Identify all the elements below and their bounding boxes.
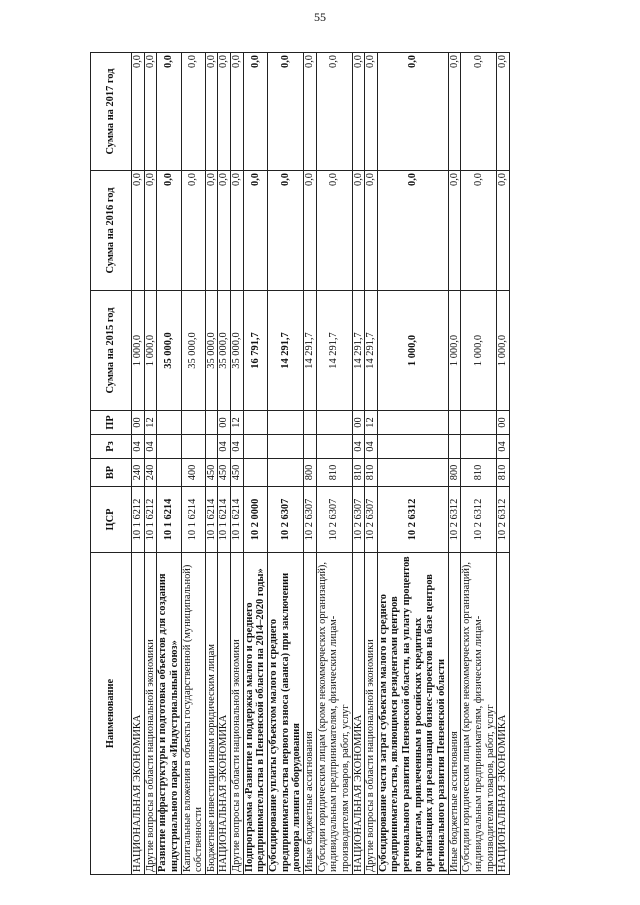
table-row (303, 53, 316, 875)
table-row (205, 53, 218, 875)
cell-2017: 0,0 (144, 53, 157, 171)
cell-pr (377, 411, 448, 435)
budget-table (90, 52, 510, 875)
cell-vr (157, 459, 181, 487)
cell-name: Субсидии юридическим лицам (кроме некоммерческих организаций), индивидуальным предпринимателям, физическим лицам-производителям товаров, работ, услуг (461, 553, 497, 875)
cell-2015: 35 000,0 (181, 291, 205, 411)
table-row (268, 53, 304, 875)
cell-vr (268, 459, 304, 487)
cell-rz: 04 (497, 435, 510, 459)
cell-pr: 00 (218, 411, 231, 435)
cell-2017: 0,0 (365, 53, 378, 171)
cell-csr: 10 1 6214 (218, 487, 231, 553)
cell-2016: 0,0 (316, 171, 352, 291)
table-row (448, 53, 461, 875)
cell-2016: 0,0 (448, 171, 461, 291)
cell-vr: 400 (181, 459, 205, 487)
cell-csr: 10 2 6312 (461, 487, 497, 553)
cell-2016: 0,0 (268, 171, 304, 291)
cell-vr: 810 (461, 459, 497, 487)
cell-rz (181, 435, 205, 459)
cell-csr: 10 2 6312 (448, 487, 461, 553)
header-2017: Сумма на 2017 год (91, 53, 132, 171)
cell-name: Иные бюджетные ассигнования (303, 553, 316, 875)
cell-pr (448, 411, 461, 435)
table-row (231, 53, 244, 875)
cell-2017: 0,0 (205, 53, 218, 171)
cell-2017: 0,0 (231, 53, 244, 171)
cell-2016: 0,0 (205, 171, 218, 291)
table-row (497, 53, 510, 875)
cell-pr (243, 411, 267, 435)
cell-csr: 10 1 6212 (144, 487, 157, 553)
table-row (243, 53, 267, 875)
cell-rz (316, 435, 352, 459)
cell-vr: 810 (497, 459, 510, 487)
cell-2016: 0,0 (231, 171, 244, 291)
cell-2016: 0,0 (365, 171, 378, 291)
cell-2017: 0,0 (218, 53, 231, 171)
cell-csr: 10 2 6307 (352, 487, 365, 553)
cell-vr: 450 (218, 459, 231, 487)
cell-2017: 0,0 (157, 53, 181, 171)
cell-csr: 10 1 6214 (231, 487, 244, 553)
cell-2015: 14 291,7 (316, 291, 352, 411)
cell-2015: 35 000,0 (218, 291, 231, 411)
cell-2017: 0,0 (181, 53, 205, 171)
cell-vr: 800 (303, 459, 316, 487)
cell-name: НАЦИОНАЛЬНАЯ ЭКОНОМИКА (497, 553, 510, 875)
cell-pr: 12 (365, 411, 378, 435)
cell-2015: 1 000,0 (132, 291, 145, 411)
header-2016: Сумма на 2016 год (91, 171, 132, 291)
cell-2015: 16 791,7 (243, 291, 267, 411)
cell-rz (303, 435, 316, 459)
cell-vr: 810 (316, 459, 352, 487)
cell-pr (316, 411, 352, 435)
cell-2015: 14 291,7 (303, 291, 316, 411)
cell-name: Другие вопросы в области национальной экономики (231, 553, 244, 875)
cell-rz (448, 435, 461, 459)
table-body (132, 53, 510, 875)
cell-vr (243, 459, 267, 487)
cell-pr (461, 411, 497, 435)
cell-rz: 04 (231, 435, 244, 459)
cell-name: Иные бюджетные ассигнования (448, 553, 461, 875)
cell-pr: 12 (231, 411, 244, 435)
cell-2017: 0,0 (461, 53, 497, 171)
cell-2016: 0,0 (144, 171, 157, 291)
cell-csr: 10 1 6214 (157, 487, 181, 553)
table-row (218, 53, 231, 875)
cell-pr (205, 411, 218, 435)
cell-pr: 00 (352, 411, 365, 435)
cell-rz (268, 435, 304, 459)
cell-rz: 04 (365, 435, 378, 459)
cell-name: Капитальные вложения в объекты государственной (муниципальной) собственности (181, 553, 205, 875)
cell-2016: 0,0 (497, 171, 510, 291)
cell-2016: 0,0 (157, 171, 181, 291)
cell-rz (461, 435, 497, 459)
cell-2015: 1 000,0 (497, 291, 510, 411)
table-row (352, 53, 365, 875)
cell-csr: 10 1 6214 (181, 487, 205, 553)
rotated-table-container (90, 53, 570, 875)
cell-2017: 0,0 (268, 53, 304, 171)
cell-name: Подпрограмма «Развитие и поддержка малого и среднего предпринимательства в Пензенской области на 2014–2020 годы» (243, 553, 267, 875)
cell-rz: 04 (132, 435, 145, 459)
cell-2017: 0,0 (303, 53, 316, 171)
cell-name: НАЦИОНАЛЬНАЯ ЭКОНОМИКА (352, 553, 365, 875)
cell-vr: 450 (231, 459, 244, 487)
table-row (144, 53, 157, 875)
cell-name: Субсидирование уплаты субъектом малого и среднего предпринимательства первого взноса (аванса) при заключении договора лизинга оборудования (268, 553, 304, 875)
cell-2017: 0,0 (448, 53, 461, 171)
cell-name: НАЦИОНАЛЬНАЯ ЭКОНОМИКА (132, 553, 145, 875)
cell-2016: 0,0 (377, 171, 448, 291)
cell-2017: 0,0 (352, 53, 365, 171)
cell-name: Другие вопросы в области национальной экономики (365, 553, 378, 875)
cell-csr: 10 2 0000 (243, 487, 267, 553)
cell-pr (268, 411, 304, 435)
table-row (365, 53, 378, 875)
cell-2017: 0,0 (377, 53, 448, 171)
table-row (316, 53, 352, 875)
cell-rz: 04 (218, 435, 231, 459)
cell-2017: 0,0 (497, 53, 510, 171)
cell-csr: 10 2 6312 (377, 487, 448, 553)
table-row (377, 53, 448, 875)
cell-2015: 1 000,0 (448, 291, 461, 411)
cell-rz (243, 435, 267, 459)
cell-vr: 240 (144, 459, 157, 487)
header-rz: Рз (91, 435, 132, 459)
cell-csr: 10 2 6307 (303, 487, 316, 553)
table-header-row (91, 53, 132, 875)
cell-pr: 12 (144, 411, 157, 435)
table-row (181, 53, 205, 875)
header-pr: ПР (91, 411, 132, 435)
cell-csr: 10 2 6307 (268, 487, 304, 553)
cell-pr (157, 411, 181, 435)
cell-rz: 04 (352, 435, 365, 459)
cell-name: Развитие инфраструктуры и подготовка объектов для создания индустриального парка «Индустриальный союз» (157, 553, 181, 875)
cell-vr: 810 (352, 459, 365, 487)
cell-name: НАЦИОНАЛЬНАЯ ЭКОНОМИКА (218, 553, 231, 875)
header-csr: ЦСР (91, 487, 132, 553)
page-number: 55 (314, 10, 326, 24)
cell-2015: 14 291,7 (352, 291, 365, 411)
cell-vr: 800 (448, 459, 461, 487)
cell-vr: 240 (132, 459, 145, 487)
cell-name: Другие вопросы в области национальной экономики (144, 553, 157, 875)
cell-2017: 0,0 (132, 53, 145, 171)
cell-2016: 0,0 (132, 171, 145, 291)
cell-2015: 14 291,7 (268, 291, 304, 411)
cell-rz (377, 435, 448, 459)
cell-2016: 0,0 (303, 171, 316, 291)
header-2015: Сумма на 2015 год (91, 291, 132, 411)
cell-name: Субсидии юридическим лицам (кроме некоммерческих организаций), индивидуальным предпринимателям, физическим лицам-производителям товаров, работ, услуг (316, 553, 352, 875)
cell-rz: 04 (144, 435, 157, 459)
cell-2015: 35 000,0 (205, 291, 218, 411)
cell-pr (181, 411, 205, 435)
cell-2015: 1 000,0 (377, 291, 448, 411)
cell-2016: 0,0 (181, 171, 205, 291)
cell-pr (303, 411, 316, 435)
cell-name: Бюджетные инвестиции иным юридическим лицам (205, 553, 218, 875)
cell-pr: 00 (132, 411, 145, 435)
header-name: Наименование (91, 553, 132, 875)
cell-vr (377, 459, 448, 487)
cell-2015: 35 000,0 (231, 291, 244, 411)
cell-2015: 14 291,7 (365, 291, 378, 411)
cell-2016: 0,0 (352, 171, 365, 291)
cell-vr: 450 (205, 459, 218, 487)
cell-csr: 10 2 6307 (365, 487, 378, 553)
cell-csr: 10 1 6214 (205, 487, 218, 553)
cell-2016: 0,0 (461, 171, 497, 291)
cell-pr: 00 (497, 411, 510, 435)
cell-2016: 0,0 (218, 171, 231, 291)
cell-rz (205, 435, 218, 459)
header-vr: ВР (91, 459, 132, 487)
cell-csr: 10 2 6312 (497, 487, 510, 553)
cell-csr: 10 2 6307 (316, 487, 352, 553)
cell-rz (157, 435, 181, 459)
table-row (157, 53, 181, 875)
cell-2017: 0,0 (243, 53, 267, 171)
cell-2015: 1 000,0 (461, 291, 497, 411)
cell-2015: 35 000,0 (157, 291, 181, 411)
cell-2016: 0,0 (243, 171, 267, 291)
table-row (132, 53, 145, 875)
table-row (461, 53, 497, 875)
cell-csr: 10 1 6212 (132, 487, 145, 553)
cell-name: Субсидирование части затрат субъектам малого и среднего предпринимательства, являющимся резидентами центров регионального развития Пензенской области, на уплату процентов по кредитам, привлеченным в российских кредитных организациях для реализации бизнес-проектов на базе центров регионального развития Пензенской области (377, 553, 448, 875)
cell-2017: 0,0 (316, 53, 352, 171)
cell-2015: 1 000,0 (144, 291, 157, 411)
cell-vr: 810 (365, 459, 378, 487)
